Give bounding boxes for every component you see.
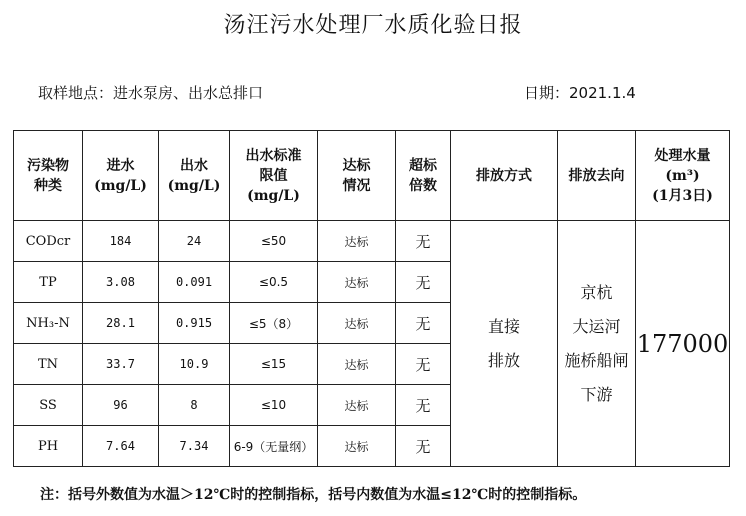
exceed-cell: 无 <box>396 262 451 303</box>
exceed-cell: 无 <box>396 344 451 385</box>
header-row <box>14 131 730 221</box>
status-cell: 达标 <box>318 344 396 385</box>
status-cell: 达标 <box>318 426 396 467</box>
header-volume: 处理水量 (m³) (1月3日) <box>636 131 730 221</box>
pollutant-cell: PH <box>14 426 83 467</box>
water-quality-table <box>13 130 730 467</box>
standard-cell: ≤50 <box>230 221 318 262</box>
treated-volume-cell: 177000 <box>636 221 730 467</box>
outflow-cell: 24 <box>159 221 230 262</box>
table-row <box>14 221 730 262</box>
standard-cell: ≤10 <box>230 385 318 426</box>
standard-cell: 6-9（无量纲） <box>230 426 318 467</box>
standard-cell: ≤5（8） <box>230 303 318 344</box>
header-inflow: 进水 (mg/L) <box>83 131 159 221</box>
exceed-cell: 无 <box>396 426 451 467</box>
report-title: 汤汪污水处理厂水质化验日报 <box>223 13 523 38</box>
outflow-cell: 8 <box>159 385 230 426</box>
inflow-cell: 33.7 <box>83 344 159 385</box>
outflow-cell: 0.915 <box>159 303 230 344</box>
header-discharge-destination: 排放去向 <box>558 131 636 221</box>
pollutant-cell: TP <box>14 262 83 303</box>
report-date: 日期：2021.1.4 <box>524 84 636 102</box>
sampling-location: 取样地点：进水泵房、出水总排口 <box>38 84 264 102</box>
discharge-destination-cell: 京杭 大运河 施桥船闸 下游 <box>558 221 636 467</box>
header-discharge-method: 排放方式 <box>451 131 558 221</box>
header-pollutant: 污染物 种类 <box>14 131 83 221</box>
discharge-method-cell: 直接 排放 <box>451 221 558 467</box>
exceed-cell: 无 <box>396 221 451 262</box>
status-cell: 达标 <box>318 303 396 344</box>
header-status: 达标 情况 <box>318 131 396 221</box>
pollutant-cell: TN <box>14 344 83 385</box>
pollutant-cell: SS <box>14 385 83 426</box>
header-standard: 出水标准 限值 (mg/L) <box>230 131 318 221</box>
inflow-cell: 184 <box>83 221 159 262</box>
footnote: 注：括号外数值为水温＞12℃时的控制指标，括号内数值为水温≤12℃时的控制指标。 <box>40 487 587 503</box>
pollutant-cell: CODcr <box>14 221 83 262</box>
outflow-cell: 0.091 <box>159 262 230 303</box>
header-exceed: 超标 倍数 <box>396 131 451 221</box>
standard-cell: ≤15 <box>230 344 318 385</box>
standard-cell: ≤0.5 <box>230 262 318 303</box>
pollutant-cell: NH₃-N <box>14 303 83 344</box>
header-outflow: 出水 (mg/L) <box>159 131 230 221</box>
exceed-cell: 无 <box>396 303 451 344</box>
outflow-cell: 7.34 <box>159 426 230 467</box>
inflow-cell: 7.64 <box>83 426 159 467</box>
inflow-cell: 28.1 <box>83 303 159 344</box>
status-cell: 达标 <box>318 262 396 303</box>
outflow-cell: 10.9 <box>159 344 230 385</box>
inflow-cell: 96 <box>83 385 159 426</box>
exceed-cell: 无 <box>396 385 451 426</box>
status-cell: 达标 <box>318 385 396 426</box>
inflow-cell: 3.08 <box>83 262 159 303</box>
status-cell: 达标 <box>318 221 396 262</box>
